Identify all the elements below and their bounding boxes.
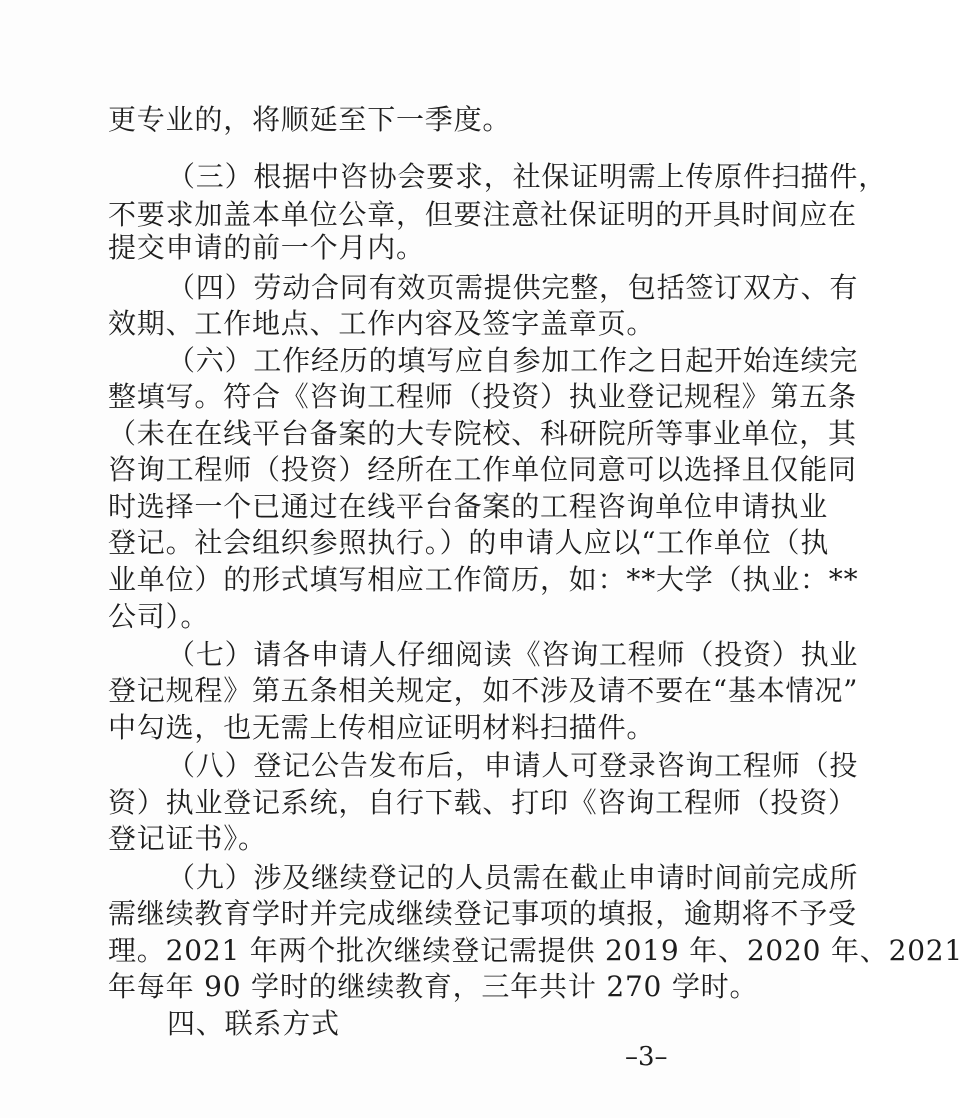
text-line: 不要求加盖本单位公章，但要注意社保证明的开具时间应在 [108,198,857,231]
text-line: 效期、工作地点、工作内容及签字盖章页。 [108,307,656,340]
text-line: 整填写。符合《咨询工程师（投资）执业登记规程》第五条 [108,380,857,413]
text-line: 时选择一个已通过在线平台备案的工程咨询单位申请执业 [108,490,829,523]
text-line: 需继续教育学时并完成继续登记事项的填报，逾期将不予受 [108,897,857,930]
text-line: （六）工作经历的填写应自参加工作之日起开始连续完 [167,344,859,377]
text-line: （未在在线平台备案的大专院校、科研院所等事业单位，其 [108,417,857,450]
text-line: 登记规程》第五条相关规定，如不涉及请不要在“基本情况” [108,674,859,707]
text-line: （七）请各申请人仔细阅读《咨询工程师（投资）执业 [167,638,859,671]
text-line: （九）涉及继续登记的人员需在截止申请时间前完成所 [167,861,859,894]
text-line: 咨询工程师（投资）经所在工作单位同意可以选择且仅能同 [108,453,857,486]
text-line: 中勾选，也无需上传相应证明材料扫描件。 [108,711,656,744]
text-line: 年每年 90 学时的继续教育，三年共计 270 学时。 [108,970,759,1003]
text-line: （四）劳动合同有效页需提供完整，包括签订双方、有 [167,271,859,304]
text-line: 更专业的，将顺延至下一季度。 [108,103,512,136]
text-line: （三）根据中咨协会要求，社保证明需上传原件扫描件， [167,160,888,193]
text-line: 提交申请的前一个月内。 [108,231,425,264]
text-line: 公司）。 [108,600,210,633]
text-line: （八）登记公告发布后，申请人可登录咨询工程师（投 [167,749,859,782]
text-line: 四、联系方式 [167,1007,340,1040]
text-line: 登记。社会组织参照执行。）的申请人应以“工作单位（执 [108,526,830,559]
text-line: 业单位）的形式填写相应工作简历，如：**大学（执业：** [108,563,859,596]
text-line: 理。2021 年两个批次继续登记需提供 2019 年、2020 年、2021 [108,934,963,967]
text-line: 资）执业登记系统，自行下载、打印《咨询工程师（投资） [108,786,857,819]
page-number: –3– [625,1042,668,1072]
text-line: 登记证书》。 [108,822,267,855]
